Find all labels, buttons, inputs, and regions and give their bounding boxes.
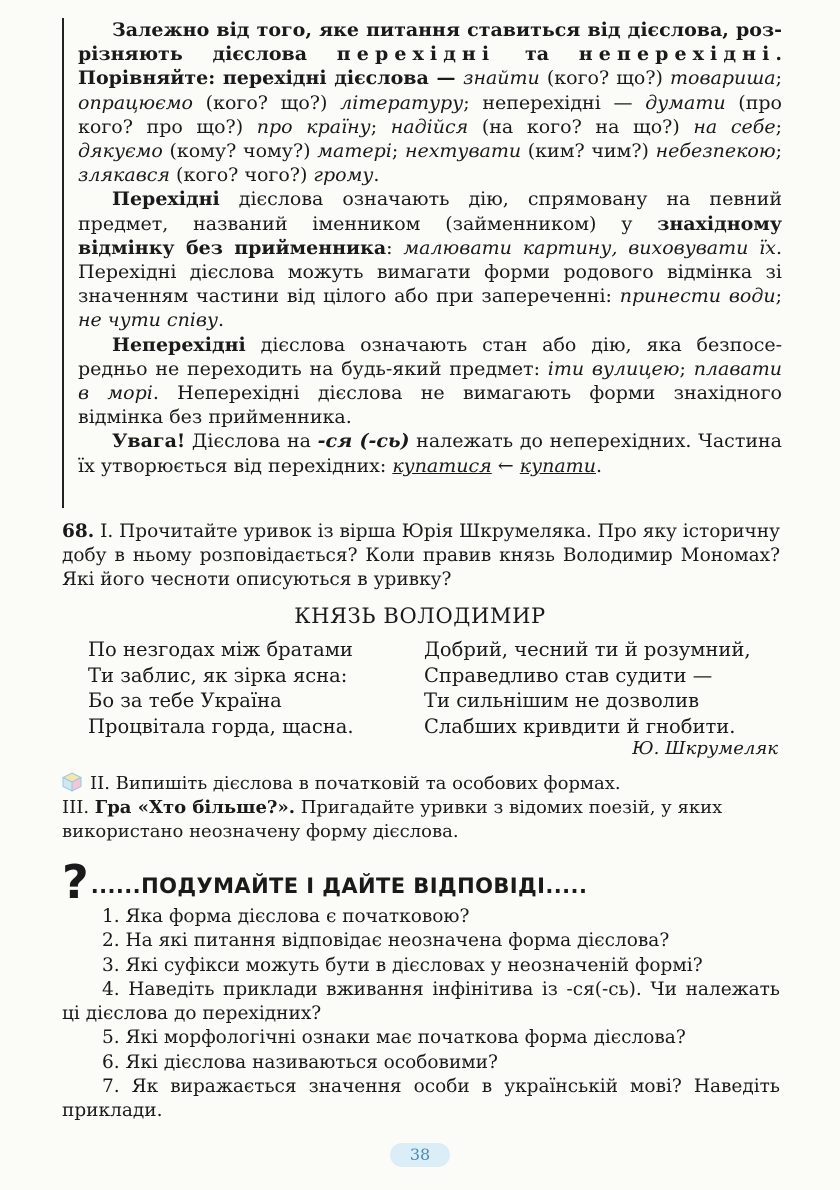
poem-column-right (424, 637, 751, 739)
poem-line: Ти заблис, як зірка ясна: (88, 663, 348, 687)
rule-box (62, 18, 782, 508)
exercise-68-tasks (62, 772, 780, 844)
rule-paragraph-1: Залежно від того, яке питання ставиться від дієслова, розрізняють дієслова перехідні та неперехідні. Порівняйте: перехідні дієслова — знайти (кого? що?) товариша; опрацюємо (кого? що?) літературу; неперехідні — думати (про кого? про що?) про країну; надійся (на кого? на що?) на себе; дякуємо (кому? чому?) матері; нехтувати (ким? чим?) небезпекою; злякався (кого? чого?) грому. (78, 19, 782, 187)
banner-title: ......ПОДУМАЙТЕ І ДАЙТЕ ВІДПОВІДІ..... (90, 874, 588, 898)
question-item: 3. Які суфікси можуть бути в дієсловах у неозначеній формі? (102, 954, 703, 976)
cube-icon (62, 772, 82, 792)
exercise-number: 68. (62, 521, 95, 542)
poem-line: Добрий, чесний ти й розумний, (424, 638, 751, 661)
poem-line: Слабших кривдити й гнобити. (424, 714, 736, 738)
question-list (62, 905, 780, 1124)
think-and-answer-banner (62, 855, 780, 909)
poem-column-left (88, 637, 354, 739)
question-item: 5. Які морфологічні ознаки має початкова форма дієслова? (102, 1027, 686, 1049)
poem-line: По незгодах між братами (88, 638, 353, 661)
page-number: 38 (390, 1143, 450, 1167)
question-item: 1. Яка форма дієслова є початковою? (102, 906, 470, 927)
exercise-68: 68. I. Прочитайте уривок із вірша Юрія Шкрумеляка. Про яку історичну добу в ньому розповідається? Коли правив князь Володимир Мономах? Які його чесноти описуються в уривку? (62, 521, 780, 590)
task-iii: III. Гра «Хто більше?». Пригадайте уривки з відомих поезій, у яких використано неозначену форму дієслова. (62, 797, 723, 842)
poem-line: Процвітала горда, щасна. (88, 714, 354, 738)
rule-paragraph-2: Перехідні дієслова означають дію, спрямовану на певний предмет, названий іменником (займенником) у знахідному відмінку без прийменника: малювати картину, виховувати їх. Перехідні дієслова можуть вимагати форми родового відмінка зі значенням частини від цілого або при запереченні: принести води; не чути співу. (78, 188, 783, 332)
rule-paragraph-4: Увага! Дієслова на -ся (-сь) належать до неперехідних. Частина їх утворюється від перехідних: купатися ← купати. (78, 430, 782, 477)
poem-line: Справедливо став судити — (424, 663, 713, 687)
question-item: 7. Як виражається значення особи в українській мові? Наведіть приклади. (62, 1076, 780, 1122)
question-mark-icon: ? (62, 855, 89, 909)
poem-line: Ти сильнішим не дозволив (424, 689, 700, 712)
question-item: 6. Які дієслова називаються особовими? (102, 1051, 498, 1073)
rule-paragraph-3: Неперехідні дієслова означають стан або дію, яка безпосередньо не переходить на будь-який предмет: іти вулицею; плавати в морі. Неперехідні дієслова не вимагають форми знахідного відмінка без прийменника. (78, 333, 782, 429)
poem-author: Ю. Шкрумеляк (632, 738, 778, 759)
poem-title: КНЯЗЬ ВОЛОДИМИР (294, 604, 546, 628)
poem-line: Бо за тебе Україна (88, 689, 282, 712)
task-ii: II. Випишіть дієслова в початковій та особових формах. (62, 772, 780, 796)
question-item: 2. На які питання відповідає неозначена форма дієслова? (102, 930, 670, 952)
question-item: 4. Наведіть приклади вживання інфінітива із -ся(-сь). Чи належать ці дієслова до перехідних? (62, 978, 780, 1025)
